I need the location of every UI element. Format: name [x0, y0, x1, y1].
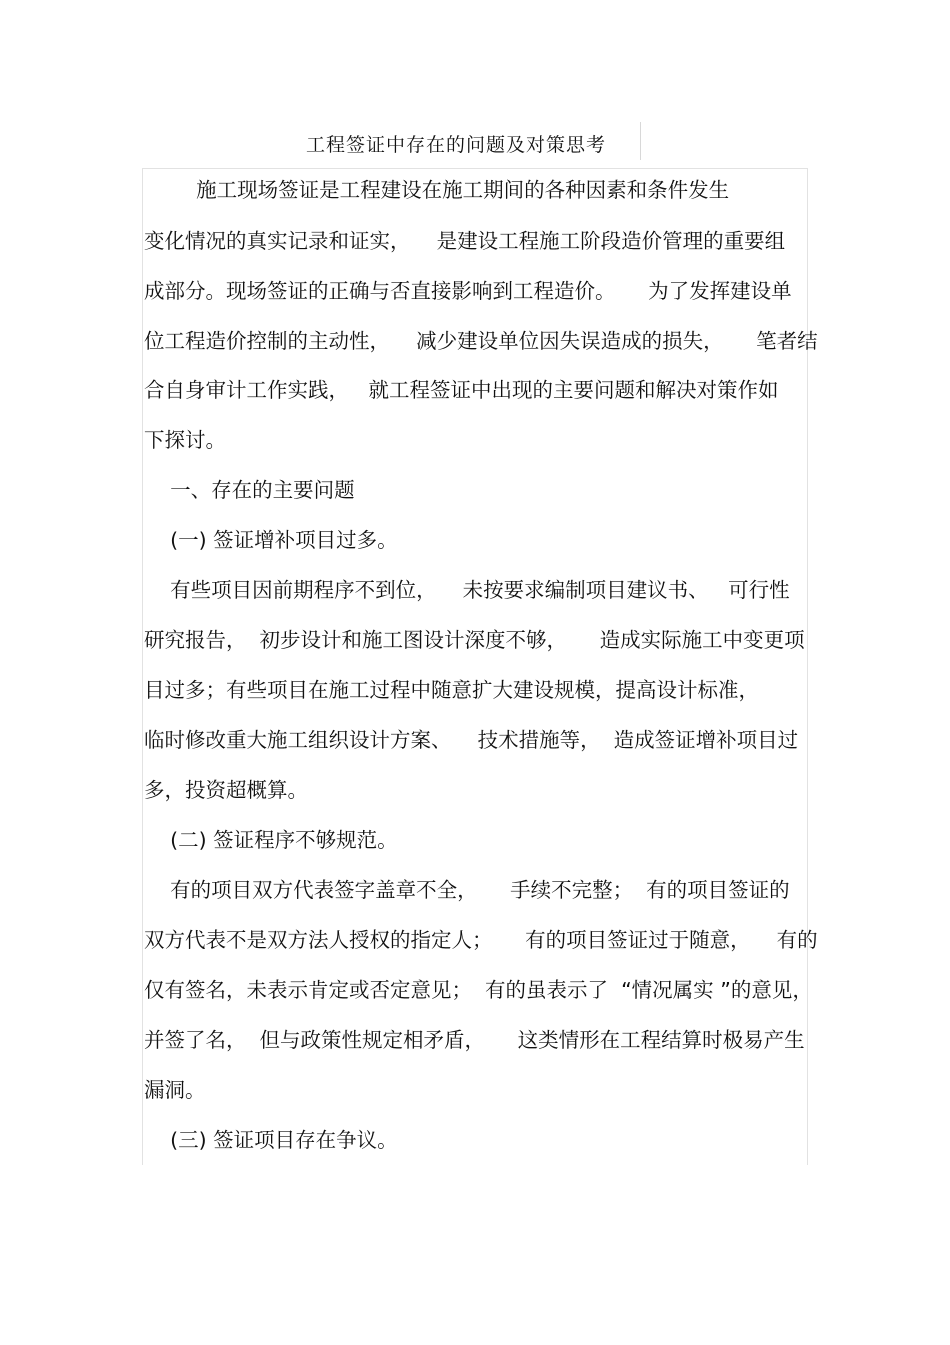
paragraph-line: 目过多；有些项目在施工过程中随意扩大建设规模，提高设计标准，	[144, 678, 759, 702]
paragraph-line: 并签了名， 但与政策性规定相矛盾， 这类情形在工程结算时极易产生	[144, 1028, 805, 1052]
subsection-heading: (二) 签证程序不够规范。	[144, 828, 398, 852]
paragraph-line: 研究报告， 初步设计和施工图设计深度不够， 造成实际施工中变更项	[144, 628, 805, 652]
title-divider	[640, 122, 641, 160]
paragraph-line: 下探讨。	[144, 428, 226, 452]
paragraph-line: 有的项目双方代表签字盖章不全， 手续不完整； 有的项目签证的	[144, 878, 790, 902]
title-area	[0, 122, 950, 162]
paragraph-line: 成部分。现场签证的正确与否直接影响到工程造价。 为了发挥建设单	[144, 279, 792, 303]
paragraph-line: 多，投资超概算。	[144, 778, 308, 802]
paragraph-line: 施工现场签证是工程建设在施工期间的各种因素和条件发生	[144, 178, 730, 202]
subsection-heading: (一) 签证增补项目过多。	[144, 528, 398, 552]
paragraph-line: 双方代表不是双方法人授权的指定人； 有的项目签证过于随意， 有的	[144, 928, 818, 952]
paragraph-line: 有些项目因前期程序不到位， 未按要求编制项目建议书、 可行性	[144, 578, 790, 602]
paragraph-line: 合自身审计工作实践， 就工程签证中出现的主要问题和解决对策作如	[144, 378, 779, 402]
document-body-frame	[142, 168, 808, 1165]
paragraph-line: 漏洞。	[144, 1078, 206, 1102]
section-heading: 一、存在的主要问题	[144, 478, 355, 502]
paragraph-line: 位工程造价控制的主动性， 减少建设单位因失误造成的损失， 笔者结	[144, 329, 818, 353]
document-title: 工程签证中存在的问题及对策思考	[306, 134, 607, 156]
subsection-heading: (三) 签证项目存在争议。	[144, 1128, 398, 1152]
paragraph-line: 仅有签名，未表示肯定或否定意见； 有的虽表示了 “情况属实 ”的意见，	[144, 978, 813, 1002]
paragraph-line: 临时修改重大施工组织设计方案、 技术措施等， 造成签证增补项目过	[144, 728, 799, 752]
paragraph-line: 变化情况的真实记录和证实， 是建设工程施工阶段造价管理的重要组	[144, 229, 786, 253]
